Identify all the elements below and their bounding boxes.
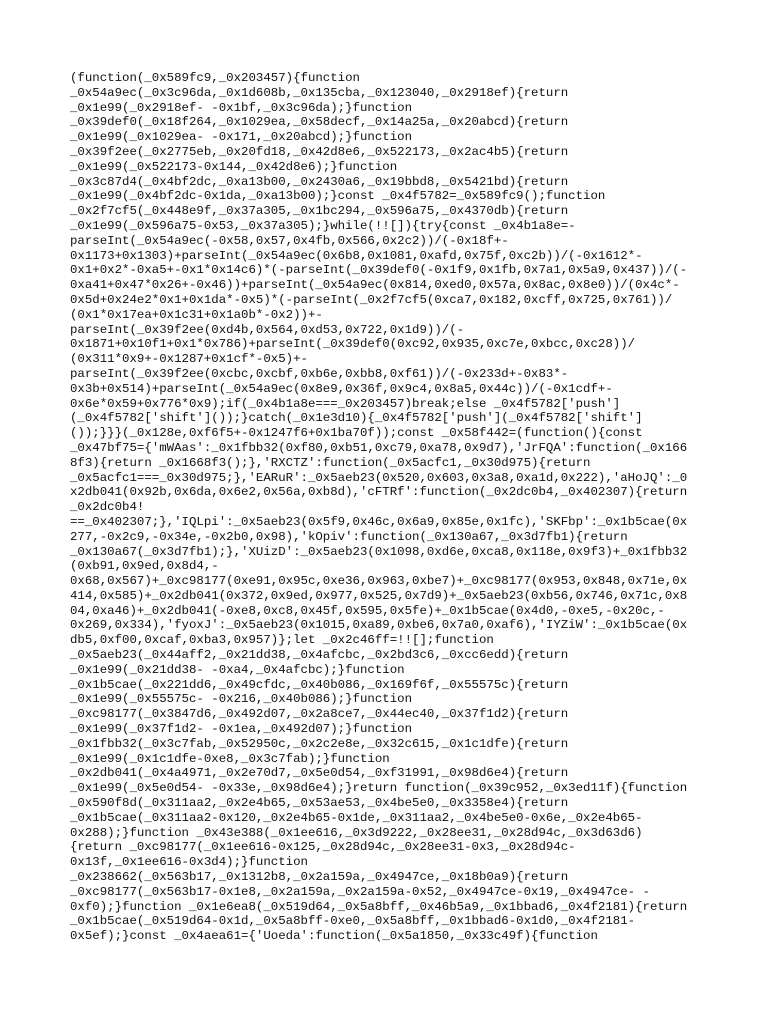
code-line: x2db041(0x92b,0x6da,0x6e2,0x56a,0xb8d),'cFTRf':function(_0x2dc0b4,_0x402307){return bbox=[70, 485, 688, 500]
code-line: (0xb91,0x9ed,0x8d4,- bbox=[70, 559, 219, 574]
code-line: _0x47bf75={'mWAas':_0x1fbb32(0xf80,0xb51,0xc79,0xa78,0x9d7),'JrFQA':function(_0x166 bbox=[70, 440, 688, 455]
code-line: _0x1b5cae(_0x221dd6,_0x49cfdc,_0x40b086,_0x169f6f,_0x55575c){return bbox=[70, 677, 569, 692]
code-line: (0x1*0x17ea+0x1c31+0x1a0b*-0x2))+- bbox=[70, 307, 323, 322]
code-line: _0x2db041(_0x4a4971,_0x2e70d7,_0x5e0d54,_0xf31991,_0x98d6e4){return bbox=[70, 766, 569, 781]
code-line: _0x1b5cae(_0x519d64-0x1d,_0x5a8bff-0xe0,_0x5a8bff,_0x1bbad6-0x1d0,_0x4f2181- bbox=[70, 914, 636, 929]
code-line: _0x54a9ec(_0x3c96da,_0x1d608b,_0x135cba,_0x123040,_0x2918ef){return bbox=[70, 85, 569, 100]
code-line: 277,-0x2c9,-0x34e,-0x2b0,0x98),'kOpiv':function(_0x130a67,_0x3d7fb1){return bbox=[70, 529, 628, 544]
code-line: _0x1e99(_0x5e0d54- -0x33e,_0x98d6e4);}return function(_0x39c952,_0x3ed11f){function bbox=[70, 781, 688, 796]
code-line: 0x269,0x334),'fyoxJ':_0x5aeb23(0x1015,0xa89,0xbe6,0x7a0,0xaf6),'IYZiW':_0x1b5cae(0x bbox=[70, 618, 688, 633]
code-line: _0x1e99(_0x21dd38- -0xa4,_0x4afcbc);}function bbox=[70, 662, 405, 677]
code-line: ==_0x402307;},'IQLpi':_0x5aeb23(0x5f9,0x46c,0x6a9,0x85e,0x1fc),'SKFbp':_0x1b5cae(0x bbox=[70, 514, 688, 529]
code-line: _0xc98177(_0x563b17-0x1e8,_0x2a159a,_0x2a159a-0x52,_0x4947ce-0x19,_0x4947ce- - bbox=[70, 884, 650, 899]
code-line: _0x1e99(_0x4bf2dc-0x1da,_0xa13b00);}const _0x4f5782=_0x589fc9();function bbox=[70, 189, 606, 204]
code-line bbox=[70, 959, 760, 974]
code-line: _0x1e99(_0x1c1dfe-0xe8,_0x3c7fab);}function bbox=[70, 751, 390, 766]
code-line: 0xa41+0x47*0x26+-0x46))+parseInt(_0x54a9ec(0x814,0xed0,0x57a,0x8ac,0x8e0))/(0x4c*- bbox=[70, 278, 680, 293]
code-line: _0x2f7cf5(_0x448e9f,_0x37a305,_0x1bc294,_0x596a75,_0x4370db){return bbox=[70, 204, 569, 219]
code-line: 414,0x585)+_0x2db041(0x372,0x9ed,0x977,0x525,0x7d9)+_0x5aeb23(0xb56,0x746,0x71c,0x8 bbox=[70, 588, 688, 603]
code-line: _0x2dc0b4! bbox=[70, 500, 145, 515]
code-line: db5,0xf00,0xcaf,0xba3,0x957)};let _0x2c46ff=!![];function bbox=[70, 633, 494, 648]
code-line: _0x1e99(_0x55575c- -0x216,_0x40b086);}function bbox=[70, 692, 413, 707]
code-line: 0x68,0x567)+_0xc98177(0xe91,0x95c,0xe36,0x963,0xbe7)+_0xc98177(0x953,0x848,0x71e,0x bbox=[70, 574, 688, 589]
code-line: _0x1e99(_0x522173-0x144,_0x42d8e6);}function bbox=[70, 159, 398, 174]
code-line: parseInt(_0x39f2ee(0xcbc,0xcbf,0xb6e,0xbb8,0xf61))/(-0x233d+-0x83*- bbox=[70, 366, 569, 381]
code-line: _0x1e99(_0x2918ef- -0x1bf,_0x3c96da);}function bbox=[70, 100, 413, 115]
code-line: 0xf0);}function _0x1e6ea8(_0x519d64,_0x5a8bff,_0x46b5a9,_0x1bbad6,_0x4f2181){return bbox=[70, 899, 688, 914]
code-line bbox=[70, 944, 760, 959]
code-line: 0x1871+0x10f1+0x1*0x786)+parseInt(_0x39def0(0xc92,0x935,0xc7e,0xbcc,0xc28))/ bbox=[70, 337, 636, 352]
code-line: _0x3c87d4(_0x4bf2dc,_0xa13b00,_0x2430a6,_0x19bbd8,_0x5421bd){return bbox=[70, 174, 569, 189]
code-line: 8f3){return _0x1668f3();},'RXCTZ':function(_0x5acfc1,_0x30d975){return bbox=[70, 455, 591, 470]
code-line: _0x590f8d(_0x311aa2,_0x2e4b65,_0x53ae53,_0x4be5e0,_0x3358e4){return bbox=[70, 796, 569, 811]
code-line: 04,0xa46)+_0x2db041(-0xe8,0xc8,0x45f,0x595,0x5fe)+_0x1b5cae(0x4d0,-0xe5,-0x20c,- bbox=[70, 603, 665, 618]
code-line: _0x238662(_0x563b17,_0x1312b8,_0x2a159a,_0x4947ce,_0x18b0a9){return bbox=[70, 870, 569, 885]
code-line: _0x1fbb32(_0x3c7fab,_0x52950c,_0x2c2e8e,_0x32c615,_0x1c1dfe){return bbox=[70, 736, 569, 751]
code-line: 0x13f,_0x1ee616-0x3d4);}function bbox=[70, 855, 308, 870]
code-line: _0x1e99(_0x1029ea- -0x171,_0x20abcd);}function bbox=[70, 130, 413, 145]
code-line: _0x1e99(_0x37f1d2- -0x1ea,_0x492d07);}function bbox=[70, 722, 413, 737]
code-line: (0x311*0x9+-0x1287+0x1cf*-0x5)+- bbox=[70, 352, 308, 367]
code-line: {return _0xc98177(_0x1ee616-0x125,_0x28d94c,_0x28ee31-0x3,_0x28d94c- bbox=[70, 840, 576, 855]
code-line: 0x5d+0x24e2*0x1+0x1da*-0x5)*(-parseInt(_0x2f7cf5(0xca7,0x182,0xcff,0x725,0x761))/ bbox=[70, 292, 673, 307]
code-line: _0xc98177(_0x3847d6,_0x492d07,_0x2a8ce7,_0x44ec40,_0x37f1d2){return bbox=[70, 707, 569, 722]
code-line: parseInt(_0x54a9ec(-0x58,0x57,0x4fb,0x566,0x2c2))/(-0x18f+- bbox=[70, 233, 509, 248]
code-line: 0x6e*0x59+0x776*0x9);if(_0x4b1a8e===_0x203457)break;else _0x4f5782['push'] bbox=[70, 396, 621, 411]
code-line: 0x288);}function _0x43e388(_0x1ee616,_0x3d9222,_0x28ee31,_0x28d94c,_0x3d63d6) bbox=[70, 825, 643, 840]
code-line: _0x5acfc1===_0x30d975;},'EARuR':_0x5aeb23(0x520,0x603,0x3a8,0xa1d,0x222),'aHoJQ':_0 bbox=[70, 470, 688, 485]
code-line: (function(_0x589fc9,_0x203457){function bbox=[70, 71, 360, 85]
code-line: 0x3b+0x514)+parseInt(_0x54a9ec(0x8e9,0x36f,0x9c4,0x8a5,0x44c))/(-0x1cdf+- bbox=[70, 381, 613, 396]
code-line: 0x1173+0x1303)+parseInt(_0x54a9ec(0x6b8,0x1081,0xafd,0x75f,0xc2b))/(-0x1612*- bbox=[70, 248, 643, 263]
code-line: _0x39f2ee(_0x2775eb,_0x20fd18,_0x42d8e6,_0x522173,_0x2ac4b5){return bbox=[70, 144, 569, 159]
code-line: _0x5aeb23(_0x44aff2,_0x21dd38,_0x4afcbc,_0x2bd3c6,_0xcc6edd){return bbox=[70, 648, 569, 663]
code-line: _0x39def0(_0x18f264,_0x1029ea,_0x58decf,_0x14a25a,_0x20abcd){return bbox=[70, 115, 569, 130]
code-line: _0x1e99(_0x596a75-0x53,_0x37a305);}while(!![]){try{const _0x4b1a8e=- bbox=[70, 218, 576, 233]
code-text-block bbox=[70, 71, 760, 974]
code-line: 0x1+0x2*-0xa5+-0x1*0x14c6)*(-parseInt(_0x39def0(-0x1f9,0x1fb,0x7a1,0x5a9,0x437))/(- bbox=[70, 263, 688, 278]
code-line: ());}}}(_0x128e,0xf6f5+-0x1247f6+0x1ba70f));const _0x58f442=(function(){const bbox=[70, 426, 643, 441]
code-line: 0x5ef);}const _0x4aea61={'Uoeda':function(_0x5a1850,_0x33c49f){function bbox=[70, 929, 598, 944]
code-line: _0x1b5cae(_0x311aa2-0x120,_0x2e4b65-0x1de,_0x311aa2,_0x4be5e0-0x6e,_0x2e4b65- bbox=[70, 810, 643, 825]
code-line: parseInt(_0x39f2ee(0xd4b,0x564,0xd53,0x722,0x1d9))/(- bbox=[70, 322, 465, 337]
code-line: (_0x4f5782['shift']());}catch(_0x1e3d10){_0x4f5782['push'](_0x4f5782['shift'] bbox=[70, 411, 643, 426]
code-line: _0x130a67(_0x3d7fb1);},'XUizD':_0x5aeb23(0x1098,0xd6e,0xca8,0x118e,0x9f3)+_0x1fbb32 bbox=[70, 544, 688, 559]
